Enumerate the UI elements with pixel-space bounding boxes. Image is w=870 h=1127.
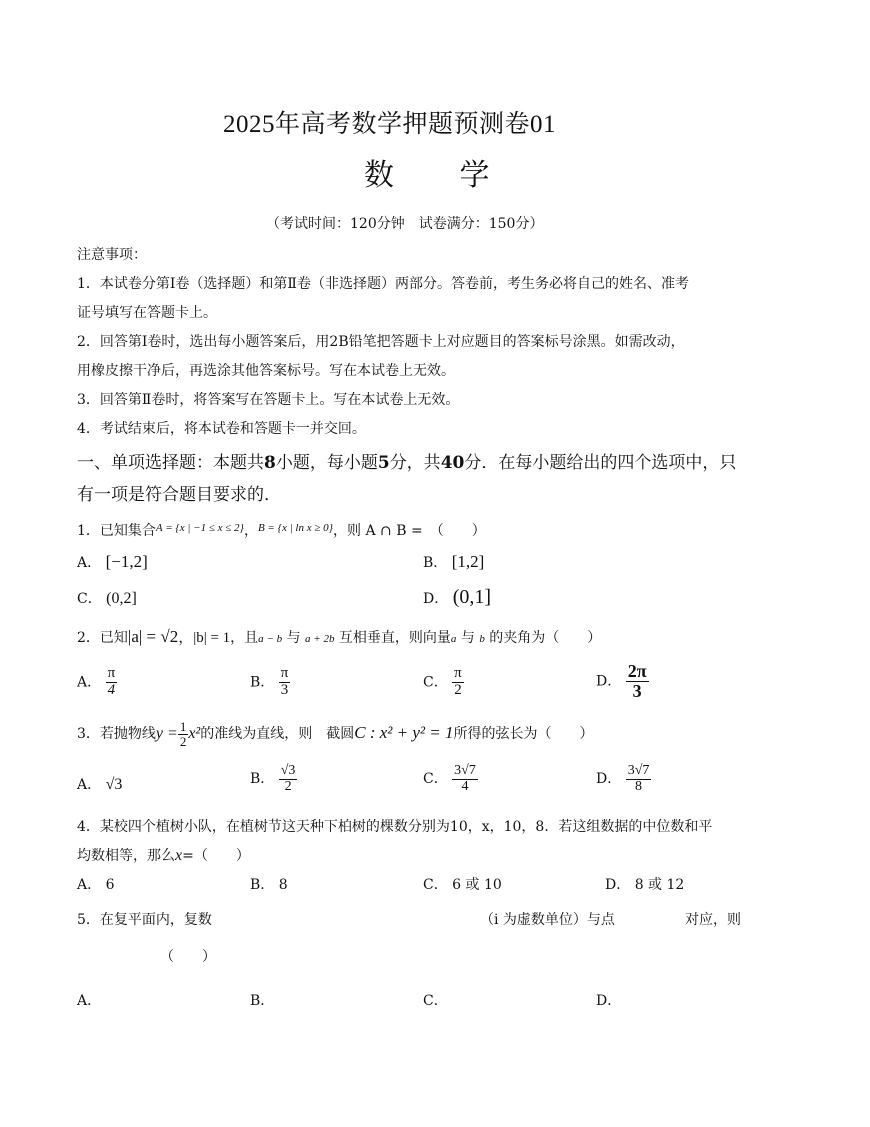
q5-option-d[interactable]: D． (596, 993, 622, 1009)
subject-title: 数 学 (364, 158, 518, 193)
note-line: 2．回答第Ⅰ卷时，选出每小题答案后，用2B铅笔把答题卡上对应题目的答案标号涂黑。如需改动， (77, 334, 685, 350)
q4-option-d[interactable]: D． 8 或 12 (605, 877, 685, 893)
vector-sum: a + 2b (305, 633, 335, 645)
note-line: 证号填写在答题卡上。 (77, 305, 217, 321)
note-line: 4．考试结束后，将本试卷和答题卡一并交回。 (77, 421, 366, 437)
q2-option-a[interactable]: A． $\frac{\pi}{4}$ (77, 665, 116, 698)
vector-diff: a − b (258, 633, 283, 645)
points-each: 5 (377, 453, 390, 473)
q1-option-c[interactable]: C． (0,2] (77, 590, 137, 607)
question-4: 4．某校四个植树小队，在植树节这天种下柏树的棵数分别为10，x，10，8．若这组数据的中位数和平 (77, 819, 713, 835)
notes-heading: 注意事项： (77, 247, 147, 263)
section-heading: 一、单项选择题：本题共8小题，每小题5分，共40分．在每小题给出的四个选项中，只 (77, 453, 737, 473)
q5-option-b[interactable]: B． (250, 993, 275, 1009)
q4-option-c[interactable]: C． 6 或 10 (423, 877, 502, 893)
exam-info: （考试时间：120分钟 试卷满分：150分） (266, 216, 544, 232)
question-2: 2．已知|a| = √2，|b| = 1，且a − b 与 a + 2b 互相垂直，则向量a 与 b 的夹角为（ ） (77, 627, 602, 646)
q3-option-d[interactable]: D． $\frac{3√7}{8}$ (596, 763, 650, 794)
question-3: 3．若抛物线y = $\frac{1}{2}$ x²的准线为直线，则 截圆C : x² + y² = 1所得的弦长为（ ） (77, 719, 594, 749)
question-5-suffix: 对应，则 (685, 912, 741, 928)
note-line: 用橡皮擦干净后，再选涂其他答案标号。写在本试卷上无效。 (77, 363, 455, 379)
question-1: 1．已知集合$^{A = \{x | -1 \le x \le 2\}}$，$^{B = \{x | ln x \ge 0\}}$，则 A ∩ B = （ ） (77, 522, 486, 539)
q2-option-c[interactable]: C． $\frac{\pi}{2}$ (423, 665, 462, 698)
magnitude-b: ，|b| = 1 (178, 630, 231, 646)
set-b: B = {x | ln x ≥ 0} (257, 522, 334, 534)
note-line: 1．本试卷分第Ⅰ卷（选择题）和第Ⅱ卷（非选择题）两部分。答卷前，考生务必将自己的姓名、准考 (77, 276, 689, 292)
q1-option-d[interactable]: D． (0,1] (423, 586, 492, 608)
question-4-line2: 均数相等，那么x=（ ） (77, 847, 250, 864)
note-line: 3．回答第Ⅱ卷时，将答案写在答题卡上。写在本试卷上无效。 (77, 392, 460, 408)
q1-option-a[interactable]: A． [−1,2] (77, 552, 148, 571)
circle-equation: C : x² + y² = 1 (354, 723, 454, 743)
set-a: A = {x | −1 ≤ x ≤ 2} (155, 522, 244, 534)
question-5-paren: （ ） (160, 949, 216, 965)
q3-option-b[interactable]: B． $\frac{√3}{2}$ (250, 763, 296, 794)
q4-option-a[interactable]: A． 6 (77, 877, 115, 893)
points-total: 40 (440, 453, 465, 473)
magnitude-a: |a| = √2 (127, 627, 179, 646)
q5-option-a[interactable]: A． (77, 993, 102, 1009)
question-count: 8 (264, 453, 276, 473)
q3-option-a[interactable]: A． √3 (77, 776, 123, 793)
question-5: 5．在复平面内，复数 (77, 912, 212, 928)
q5-option-c[interactable]: C． (423, 993, 448, 1009)
exam-title: 2025年高考数学押题预测卷01 (223, 111, 557, 138)
question-5-mid: （i 为虚数单位）与点 (480, 912, 615, 928)
section-heading-line2: 有一项是符合题目要求的． (77, 485, 281, 505)
q2-option-d[interactable]: D． $\frac{2\pi}{3}$ (596, 661, 647, 701)
q1-option-b[interactable]: B． [1,2] (423, 552, 485, 571)
q4-option-b[interactable]: B． 8 (250, 877, 288, 893)
q2-option-b[interactable]: B． $\frac{\pi}{3}$ (250, 665, 289, 698)
q3-option-c[interactable]: C． $\frac{3√7}{4}$ (423, 763, 476, 794)
